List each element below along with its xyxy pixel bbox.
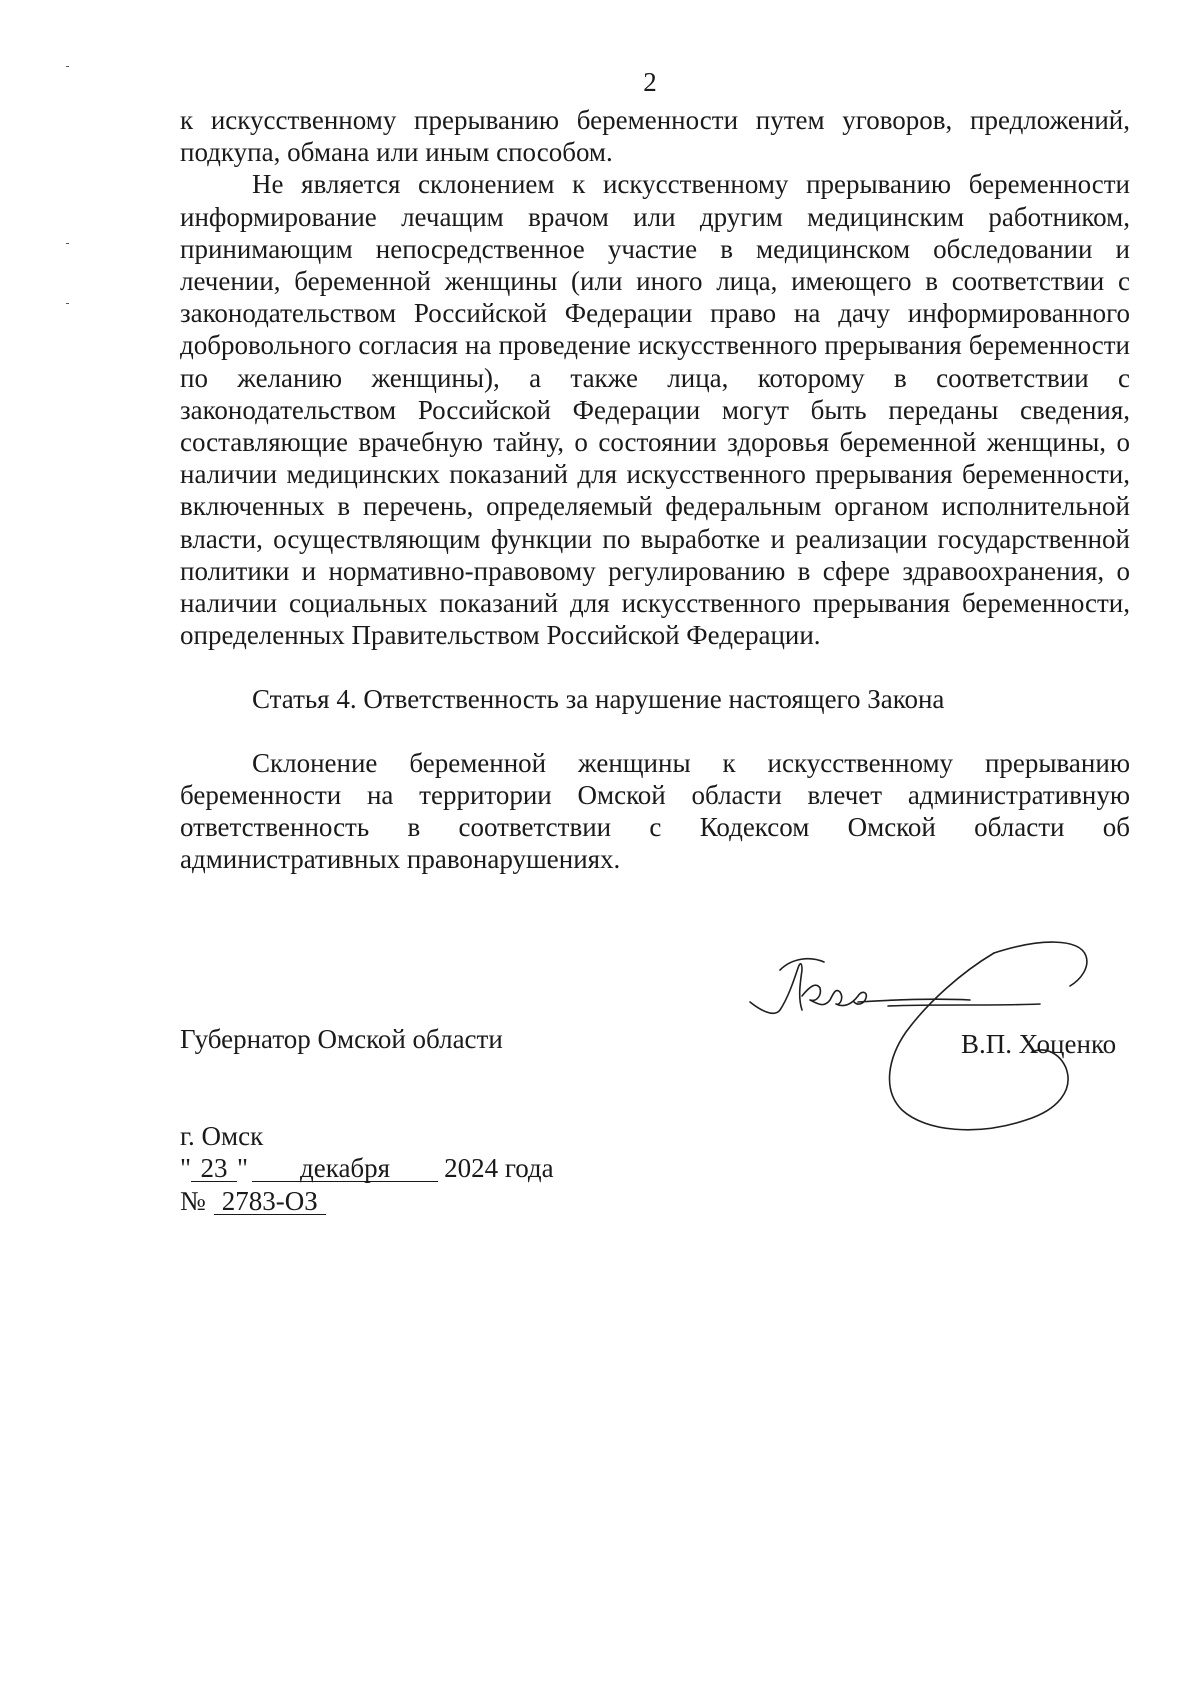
scan-speck	[66, 243, 69, 244]
signing-date	[180, 1152, 554, 1184]
date-close-quote: "	[237, 1153, 249, 1183]
place-of-signing: г. Омск	[180, 1121, 264, 1151]
number-sign: №	[180, 1186, 206, 1216]
scan-speck	[66, 303, 69, 304]
article-4-text: Склонение беременной женщины к искусственному прерыванию беременности на территории Омской области влечет административную ответственность в соответствии с Кодексом Омской области об административных правонарушениях.	[180, 747, 1130, 875]
law-number: 2783-ОЗ	[214, 1188, 326, 1215]
date-year: 2024 года	[444, 1153, 554, 1183]
article-4-heading: Статья 4. Ответственность за нарушение настоящего Закона	[252, 684, 945, 715]
paragraph-exception: Не является склонением к искусственному прерыванию беременности информирование лечащим врачом или другим медицинским работником, принимающим непосредственное участие в медицинском обследовании и лечении, беременной женщины (или иного лица, имеющего в соответствии с законодательством Российской Федерации право на дачу информированного добровольного согласия на проведение искусственного прерывания беременности по желанию женщины), а также лица, которому в соответствии с законодательством Российской Федерации могут быть переданы сведения, составляющие врачебную тайну, о состоянии здоровья беременной женщины, о наличии медицинских показаний для искусственного прерывания беременности, включенных в перечень, определяемый федеральным органом исполнительной власти, осуществляющим функции по выработке и реализации государственной политики и нормативно-правовому регулированию в сфере здравоохранения, о наличии социальных показаний для искусственного прерывания беременности, определенных Правительством Российской Федерации.	[180, 169, 1130, 651]
law-number-line	[180, 1185, 326, 1217]
paragraph-continuation: к искусственному прерыванию беременности путем уговоров, предложений, подкупа, обмана или иным способом.	[180, 105, 1130, 168]
date-open-quote: "	[180, 1153, 192, 1183]
signatory-name: В.П. Хоценко	[961, 1029, 1117, 1059]
page-number: 2	[643, 67, 657, 97]
document-body	[180, 104, 1130, 875]
signatory-position: Губернатор Омской области	[180, 1024, 503, 1054]
date-day: 23	[191, 1155, 237, 1182]
date-month: декабря	[252, 1155, 438, 1182]
